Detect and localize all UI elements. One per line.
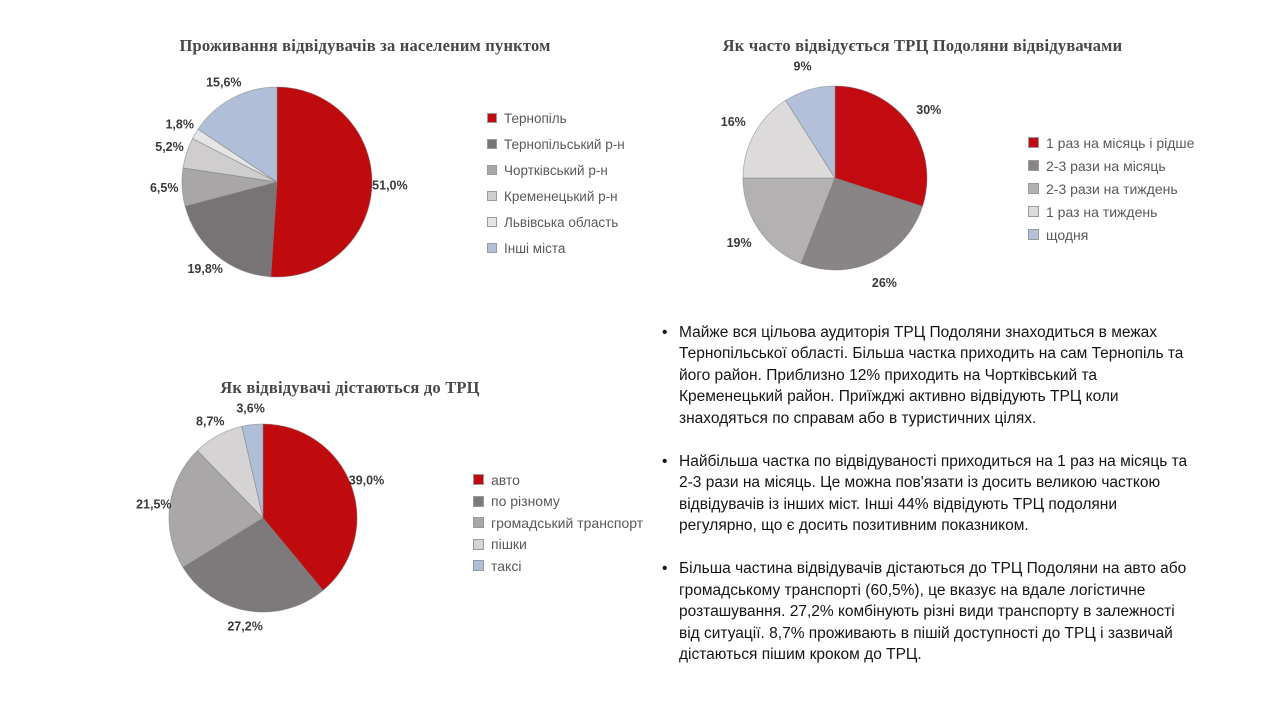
chart3-legend: [473, 469, 643, 577]
pie-data-label: 30%: [916, 102, 942, 117]
pie-data-label: 19%: [726, 236, 752, 251]
chart1-pie: [120, 55, 430, 305]
legend-swatch: [487, 139, 497, 149]
legend-label: Тернопільський р-н: [504, 136, 625, 152]
legend-item: [487, 131, 625, 157]
legend-label: пішки: [491, 536, 527, 553]
bullet-item-frequency: • Найбільша частка по відвідуваності приходиться на 1 раз на місяць та 2-3 рази на місяць. Це можна пов'язати із досить великою часткою відвідувачів із інших міст. Інші 44% відвідують ТРЦ подоляни регулярно, що є досить позитивним показником.: [657, 451, 1199, 537]
pie-data-label: 19,8%: [187, 262, 223, 277]
legend-item: [1028, 200, 1194, 223]
pie-slice: [271, 87, 372, 277]
legend-label: 2-3 рази на місяць: [1046, 157, 1166, 174]
legend-swatch: [487, 191, 497, 201]
legend-item: [487, 183, 625, 209]
pie-data-label: 51,0%: [372, 178, 408, 193]
bullet-list: [657, 322, 1199, 665]
legend-item: [473, 491, 643, 513]
legend-swatch: [1028, 229, 1039, 240]
pie-data-label: 39,0%: [348, 473, 385, 488]
legend-swatch: [473, 539, 484, 550]
legend-item: [1028, 223, 1194, 246]
legend-item: [487, 105, 625, 131]
legend-swatch: [487, 243, 497, 253]
legend-swatch: [1028, 137, 1039, 148]
bullet-item-audience: • Майже вся цільова аудиторія ТРЦ Подоляни знаходиться в межах Тернопільської області. Більша частка приходить на сам Тернопіль та його район. Приблизно 12% приходить на Чортківський та Кременецький район. Приїжджі активно відвідують ТРЦ коли знаходяться по справам або в туристичних цілях.: [657, 322, 1199, 429]
pie-data-label: 26%: [871, 276, 897, 290]
legend-label: Інші міста: [504, 240, 566, 256]
legend-label: по різному: [491, 493, 560, 510]
legend-label: 1 раз на тиждень: [1046, 203, 1158, 220]
bullet-item-transport: • Більша частина відвідувачів дістаються до ТРЦ Подоляни на авто або громадському транспорті (60,5%), це вказує на вдале логістичне розташування. 27,2% комбінують різні види транспорту в залежності від ситуації. 8,7% проживають в пішій доступності до ТРЦ і зазвичай дістаються пішим кроком до ТРЦ.: [657, 558, 1199, 665]
legend-label: 2-3 рази на тиждень: [1046, 180, 1178, 197]
legend-swatch: [1028, 160, 1039, 171]
pie-data-label: 8,7%: [196, 414, 225, 429]
legend-item: [473, 534, 643, 556]
legend-label: Тернопіль: [504, 110, 567, 126]
legend-label: 1 раз на місяць і рідше: [1046, 134, 1195, 151]
pie-data-label: 3,6%: [236, 401, 265, 416]
legend-swatch: [487, 113, 497, 123]
legend-item: [487, 235, 625, 261]
pie-data-label: 15,6%: [206, 75, 242, 90]
pie-data-label: 16%: [720, 115, 746, 130]
legend-item: [1028, 154, 1194, 177]
legend-swatch: [473, 474, 484, 485]
legend-swatch: [1028, 183, 1039, 194]
commentary-text-block: [657, 322, 1199, 687]
legend-label: Чортківський р-н: [504, 162, 608, 178]
pie-data-label: 9%: [793, 59, 812, 74]
chart2-pie: [690, 55, 990, 305]
legend-item: [473, 555, 643, 577]
legend-swatch: [473, 517, 484, 528]
legend-label: авто: [491, 471, 520, 488]
legend-swatch: [473, 496, 484, 507]
legend-swatch: [487, 165, 497, 175]
chart2-title: Як часто відвідується ТРЦ Подоляни відвідувачами: [722, 36, 1123, 55]
pie-data-label: 27,2%: [227, 619, 263, 634]
legend-item: [473, 469, 643, 491]
chart2-legend: [1028, 131, 1194, 246]
chart3-title: Як відвідувачі дістаються до ТРЦ: [220, 378, 480, 397]
pie-data-label: 5,2%: [155, 140, 184, 155]
pie-data-label: 21,5%: [136, 497, 172, 512]
chart1-legend: [487, 105, 625, 261]
legend-item: [487, 209, 625, 235]
legend-swatch: [1028, 206, 1039, 217]
legend-label: таксі: [491, 557, 522, 574]
legend-item: [487, 157, 625, 183]
legend-item: [1028, 177, 1194, 200]
chart3-pie: [105, 392, 435, 647]
pie-data-label: 1,8%: [165, 117, 194, 132]
legend-item: [473, 512, 643, 534]
legend-label: громадський транспорт: [491, 514, 644, 531]
legend-label: Кременецький р-н: [504, 188, 618, 204]
pie-data-label: 6,5%: [149, 181, 179, 196]
legend-swatch: [473, 560, 484, 571]
legend-item: [1028, 131, 1194, 154]
legend-label: щодня: [1046, 226, 1089, 243]
legend-label: Львівська область: [504, 214, 619, 230]
chart1-title: Проживання відвідувачів за населеним пунктом: [179, 36, 551, 55]
legend-swatch: [487, 217, 497, 227]
